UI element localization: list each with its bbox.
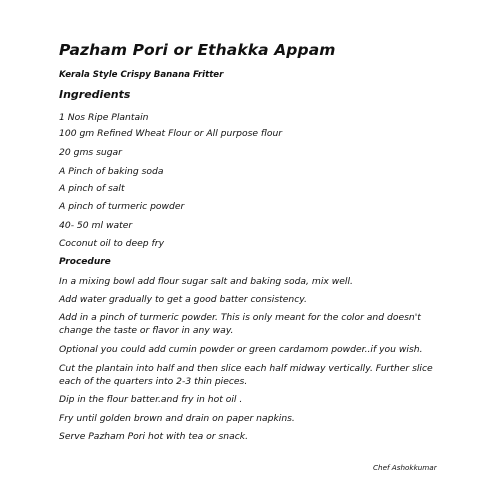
ingredient-item: 20 gms sugar	[59, 147, 122, 158]
ingredient-item: A pinch of turmeric powder	[59, 201, 185, 212]
ingredient-item: Coconut oil to deep fry	[59, 238, 165, 249]
procedure-step: In a mixing bowl add flour sugar salt and baking soda, mix well.	[59, 276, 353, 287]
procedure-step: Optional you could add cumin powder or green cardamom powder..if you wish.	[59, 344, 423, 355]
ingredient-item: A pinch of salt	[59, 183, 125, 194]
ingredients-heading: Ingredients	[59, 88, 131, 101]
procedure-step: Fry until golden brown and drain on paper napkins.	[59, 413, 295, 424]
ingredient-item: 100 gm Refined Wheat Flour or All purpose flour	[59, 128, 283, 139]
procedure-step: Add in a pinch of turmeric powder. This is only meant for the color and doesn't change the taste or flavor in any way.	[59, 312, 421, 336]
procedure-step: Dip in the flour batter.and fry in hot oil .	[59, 394, 243, 405]
procedure-step: Add water gradually to get a good batter consistency.	[59, 294, 307, 305]
recipe-title: Pazham Pori or Ethakka Appam	[59, 41, 336, 59]
ingredient-item: 40- 50 ml water	[59, 220, 133, 231]
ingredient-item: A Pinch of baking soda	[59, 166, 164, 177]
recipe-subtitle: Kerala Style Crispy Banana Fritter	[59, 70, 224, 80]
procedure-step: Cut the plantain into half and then slice each half midway vertically. Further slice each of the quarters into 2-3 thin pieces.	[59, 363, 433, 387]
procedure-heading: Procedure	[59, 257, 111, 267]
ingredient-item: 1 Nos Ripe Plantain	[59, 112, 149, 123]
chef-signature: Chef Ashokkumar	[373, 463, 437, 472]
procedure-step: Serve Pazham Pori hot with tea or snack.	[59, 431, 249, 442]
recipe-document	[59, 0, 479, 495]
